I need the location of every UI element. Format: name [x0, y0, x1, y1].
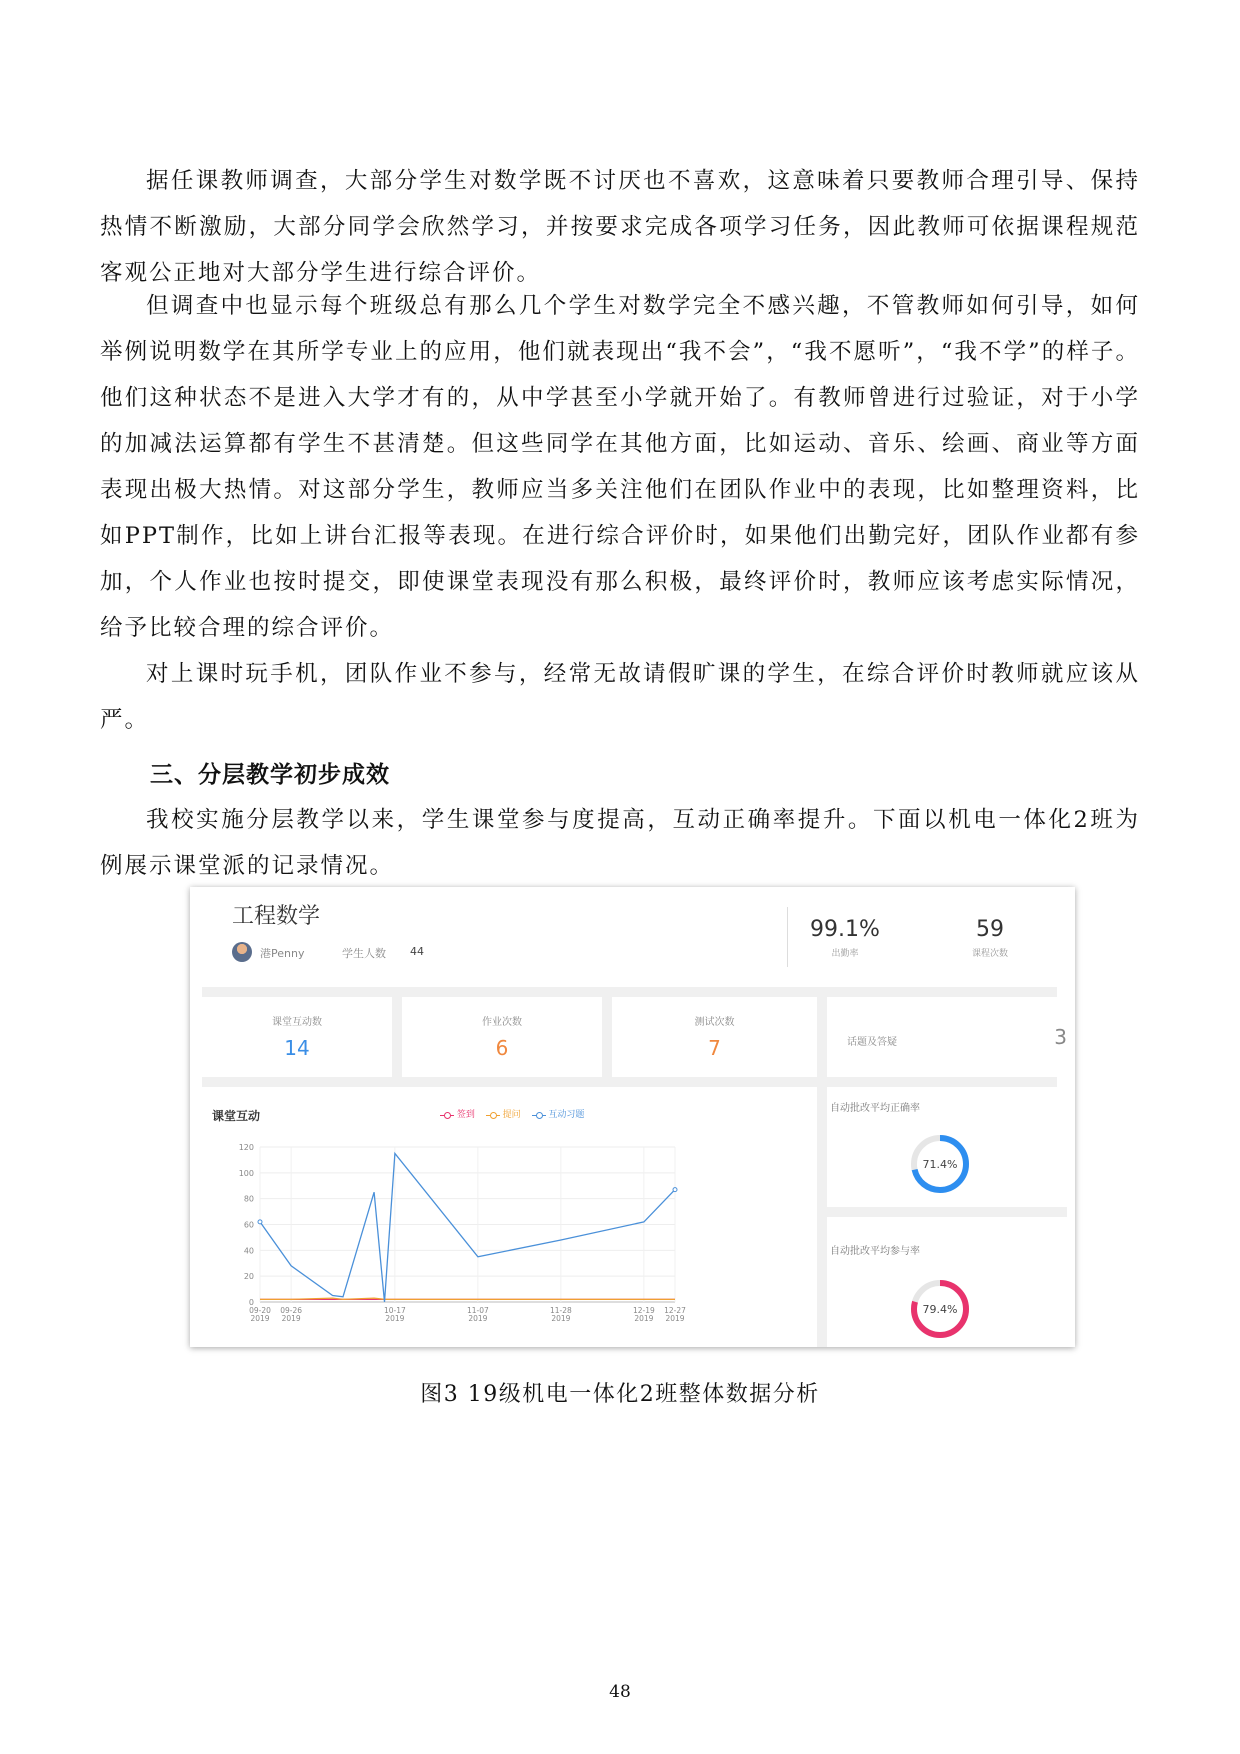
- accuracy-donut: [908, 1132, 972, 1196]
- attendance-label: 出勤率: [831, 949, 859, 959]
- avatar: [232, 942, 252, 962]
- x-tick-label: 2019: [250, 1314, 270, 1323]
- x-tick-label: 12-27: [664, 1306, 686, 1315]
- y-tick-label: 40: [243, 1246, 254, 1256]
- y-tick-label: 100: [238, 1168, 254, 1178]
- legend-label: 互动习题: [548, 1110, 585, 1120]
- dashboard-screenshot: [190, 887, 1075, 1347]
- attendance-stat: [785, 917, 905, 959]
- interaction-line-chart: [220, 1127, 700, 1342]
- section-separator: [202, 987, 1057, 997]
- paragraph-3: 对上课时玩手机，团队作业不参与，经常无故请假旷课的学生，在综合评价时教师就应该从严。: [100, 661, 1140, 733]
- chart-legend: [440, 1107, 592, 1120]
- test-count-card: [612, 997, 827, 1077]
- legend-marker-icon: [486, 1110, 500, 1120]
- accuracy-title: 自动批改平均正确率: [830, 1103, 920, 1114]
- homework-count-value: 6: [495, 1036, 509, 1060]
- x-tick-label: 09-20: [249, 1306, 271, 1315]
- test-count-label: 测试次数: [694, 1017, 735, 1028]
- x-tick-label: 2019: [468, 1314, 488, 1323]
- data-point: [673, 1188, 677, 1192]
- y-tick-label: 80: [243, 1194, 254, 1204]
- y-tick-label: 0: [248, 1298, 254, 1307]
- x-tick-label: 2019: [385, 1314, 405, 1323]
- section-separator-2: [202, 1077, 1057, 1087]
- x-tick-label: 12-19: [632, 1306, 655, 1315]
- homework-count-card: [402, 997, 612, 1077]
- legend-item-question: [486, 1107, 521, 1120]
- interaction-count-value: 14: [284, 1036, 310, 1060]
- interaction-count-card: [202, 997, 402, 1077]
- series-line-2: [260, 1154, 675, 1303]
- participation-donut: [908, 1277, 972, 1341]
- student-count-value: 44: [410, 945, 424, 958]
- course-title: 工程数学: [232, 904, 321, 929]
- page-number: 48: [609, 1682, 631, 1702]
- legend-label: 签到: [456, 1110, 475, 1120]
- intro-paragraph: 我校实施分层教学以来，学生课堂参与度提高，互动正确率提升。下面以机电一体化2班为例展示课堂派的记录情况。: [100, 807, 1140, 879]
- lesson-count-label: 课程次数: [971, 949, 1008, 959]
- legend-marker-icon: [440, 1110, 454, 1120]
- x-tick-label: 10-17: [383, 1306, 406, 1315]
- test-count-value: 7: [708, 1036, 721, 1060]
- panel-split: [817, 1207, 1067, 1217]
- x-tick-label: 11-07: [466, 1306, 489, 1315]
- x-tick-label: 11-28: [549, 1306, 572, 1315]
- paragraph-1: 据任课教师调查，大部分学生对数学既不讨厌也不喜欢，这意味着只要教师合理引导、保持热情不断激励，大部分同学会欣然学习，并按要求完成各项学习任务，因此教师可依据课程规范客观公正地对大部分学生进行综合评价。: [100, 168, 1140, 286]
- legend-item-exercise: [532, 1107, 585, 1120]
- section-heading: 三、分层教学初步成效: [150, 762, 390, 788]
- donut-label: 79.4%: [922, 1303, 958, 1316]
- x-tick-label: 2019: [281, 1314, 301, 1323]
- x-tick-label: 2019: [551, 1314, 571, 1323]
- legend-item-signin: [440, 1107, 475, 1120]
- paragraph-2: 但调查中也显示每个班级总有那么几个学生对数学完全不感兴趣，不管教师如何引导，如何举例说明数学在其所学专业上的应用，他们就表现出“我不会”，“我不愿听”，“我不学”的样子。他们这种状态不是进入大学才有的，从中学甚至小学就开始了。有教师曾进行过验证，对于小学的加减法运算都有学生不甚清楚。但这些同学在其他方面，比如运动、音乐、绘画、商业等方面表现出极大热情。对这部分学生，教师应当多关注他们在团队作业中的表现，比如整理资料，比如PPT制作，比如上讲台汇报等表现。在进行综合评价时，如果他们出勤完好，团队作业都有参加，个人作业也按时提交，即使课堂表现没有那么积极，最终评价时，教师应该考虑实际情况，给予比较合理的综合评价。: [100, 293, 1140, 641]
- caption-text: 图3 19级机电一体化2班整体数据分析: [420, 1382, 820, 1407]
- topic-card: [827, 997, 1067, 1077]
- teacher-name: 港Penny: [260, 947, 305, 960]
- legend-marker-icon: [532, 1110, 546, 1120]
- chart-title: 课堂互动: [212, 1109, 261, 1123]
- figure-caption: [0, 1377, 1240, 1408]
- x-tick-label: 2019: [634, 1314, 654, 1323]
- topic-label: 话题及答疑: [847, 1037, 897, 1048]
- y-tick-label: 20: [243, 1272, 254, 1282]
- legend-label: 提问: [502, 1110, 521, 1120]
- y-tick-label: 120: [238, 1143, 254, 1152]
- topic-value: 3: [1054, 1025, 1067, 1049]
- interaction-count-label: 课堂互动数: [272, 1017, 322, 1028]
- y-tick-label: 60: [243, 1220, 254, 1230]
- x-tick-label: 09-26: [280, 1306, 303, 1315]
- homework-count-label: 作业次数: [482, 1017, 522, 1028]
- lesson-count-value: 59: [976, 917, 1004, 942]
- panel-divider: [817, 1087, 827, 1347]
- data-point: [258, 1220, 262, 1224]
- student-count-label: 学生人数: [342, 947, 386, 960]
- lesson-count-stat: [930, 917, 1050, 959]
- participation-title: 自动批改平均参与率: [830, 1246, 920, 1257]
- donut-label: 71.4%: [922, 1158, 958, 1171]
- x-tick-label: 2019: [665, 1314, 685, 1323]
- attendance-value: 99.1%: [810, 917, 880, 942]
